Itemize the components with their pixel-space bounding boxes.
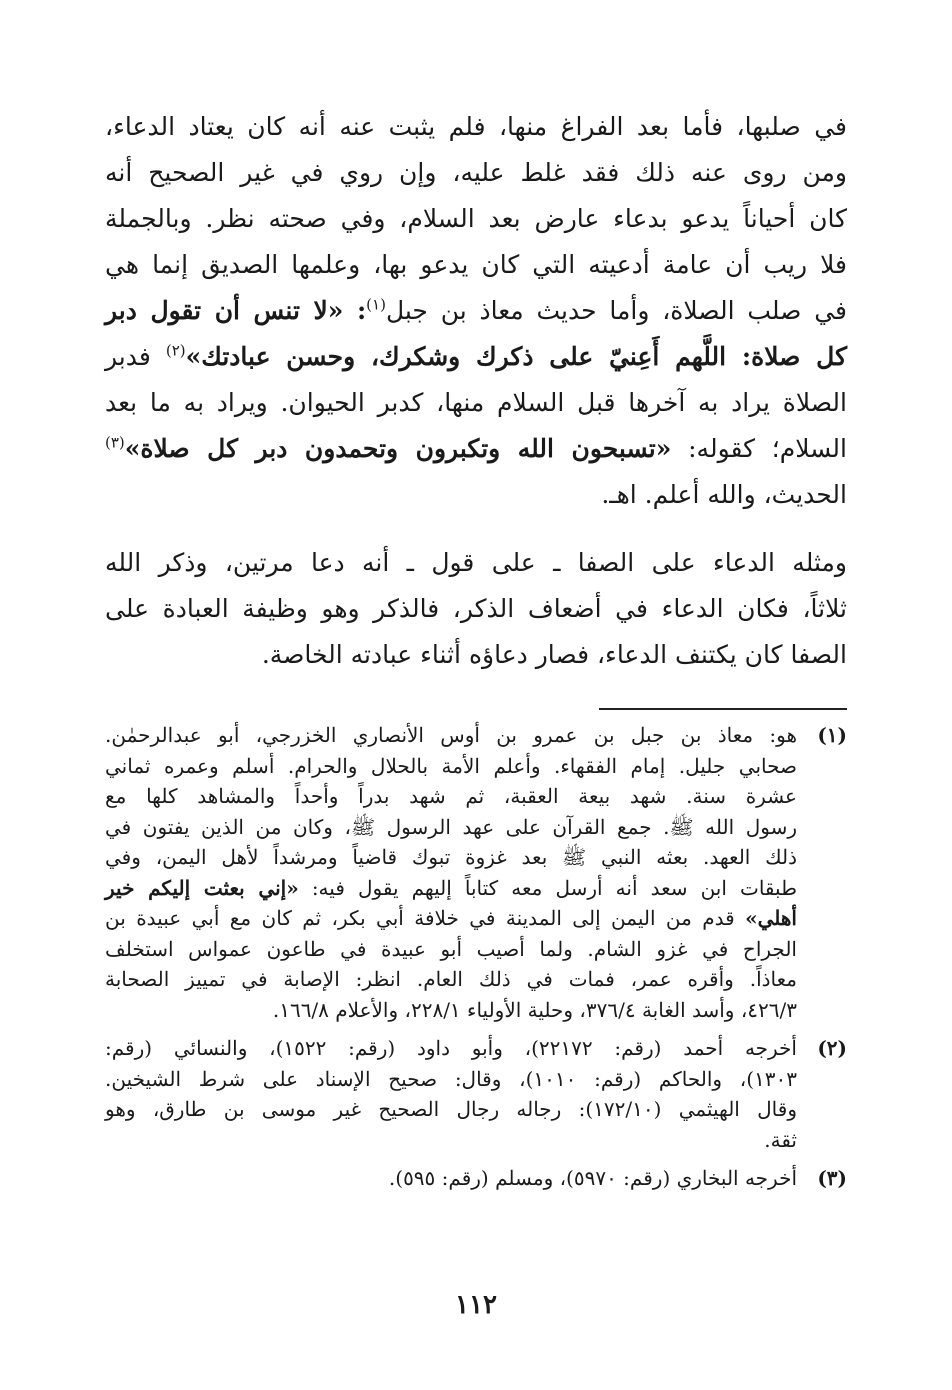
text-line [105,288,847,334]
footnote-line: أخرجه البخاري (رقم: ٥٩٧٠)، ومسلم (رقم: ٥٩٥). [388,1166,797,1190]
hadith-quote: «إني بعثت إليكم خير [105,875,299,900]
text-line: الحديث، والله أعلم. اهـ. [601,480,847,509]
footnote-line: الجراح في غزو الشام. ولما أصيب أبو عبيدة في طاعون عمواس استخلف [105,936,797,961]
footnote-line [105,903,797,934]
footnote-line: وقال الهيثمي (١٧٢/١٠): رجاله رجال الصحيح غير موسى بن طارق، وهو [105,1097,797,1121]
footnote-number: (٢) [817,1036,847,1060]
footnote-line: عشرة سنة. شهد بيعة العقبة، ثم شهد بدراً وأحداً والمشاهد كلها مع [105,784,797,808]
hadith-quote: : «لا تنس أن تقول دبر [105,296,367,325]
footnote-line: رسول الله ﷺ. جمع القرآن على عهد الرسول ﷺ، وكان من الذين يفتون في [105,814,797,839]
text-line [105,334,847,380]
footnote-ref-3[interactable]: (٣) [105,433,125,452]
footnote-1 [105,720,847,1025]
footnote-line: ثقة. [764,1127,797,1152]
footnote-divider [599,708,847,710]
footnote-2 [105,1033,847,1155]
footnote-number: (١) [817,723,847,747]
hadith-quote: أهلي» [745,906,797,930]
footnote-line: ١٣٠٣)، والحاكم (رقم: ١٠١٠)، وقال: صحيح الإسناد على شرط الشيخين. [105,1066,797,1091]
text-segment: طبقات ابن سعد أنه أرسل معه كتاباً إليهم يقول فيه: [298,875,798,900]
paragraph-1 [105,104,847,518]
footnote-ref-1[interactable]: (١) [366,295,386,314]
footnote-line [105,873,797,904]
text-segment: قدم من اليمن إلى المدينة في خلافة أبي بكر، ثم كان مع أبي عبيدة بن [105,906,746,930]
hadith-quote: كل صلاة: اللَّهم أَعِنيّ على ذكرك وشكرك، وحسن عبادتك» [185,342,847,371]
text-line: ومن روى عنه ذلك فقد غلط عليه، وإن روي في غير الصحيح أنه [105,158,847,187]
text-line: ثلاثاً، فكان الدعاء في أضعاف الذكر، فالذكر وهو وظيفة العبادة على [105,594,847,623]
footnote-number: (٣) [817,1166,847,1190]
text-segment: في صلب الصلاة، وأما حديث معاذ بن جبل [385,296,847,325]
footnote-line: معاذاً. وأقره عمر، فمات في ذلك العام. انظر: الإصابة في تمييز الصحابة [105,967,797,991]
text-line: في صلبها، فأما بعد الفراغ منها، فلم يثبت عنه أنه كان يعتاد الدعاء، [105,112,847,141]
footnote-line: ذلك العهد. بعثه النبي ﷺ بعد غزوة تبوك قاضياً ومرشداً لأهل اليمن، وفي [105,845,797,869]
text-line [105,426,847,472]
text-segment: السلام؛ كقوله: [671,434,847,463]
text-line: ومثله الدعاء على الصفا ـ على قول ـ أنه دعا مرتين، وذكر الله [105,548,847,577]
paragraph-2 [105,540,847,678]
footnote-ref-2[interactable]: (٢) [165,341,186,360]
hadith-quote: «تسبحون الله وتكبرون وتحمدون دبر كل صلاة» [124,434,672,463]
text-segment: فدبر [105,342,166,371]
footnotes-section [105,720,847,1202]
footnote-line: صحابي جليل. إمام الفقهاء. وأعلم الأمة بالحلال والحرام. أسلم وعمره ثماني [105,753,797,778]
text-line: الصلاة يراد به آخرها قبل السلام منها، كدبر الحيوان. ويراد به ما بعد [105,388,847,417]
text-line: كان أحياناً يدعو بدعاء عارض بعد السلام، وفي صحته نظر. وبالجملة [105,204,847,233]
text-line: الصفا كان يكتنف الدعاء، فصار دعاؤه أثناء عبادته الخاصة. [261,640,847,669]
footnote-line: هو: معاذ بن جبل بن عمرو بن أوس الأنصاري الخزرجي، أبو عبدالرحمٰن. [105,723,797,747]
page-number: ١١٢ [455,1290,497,1320]
footnote-line: ٤٢٦/٣، وأسد الغابة ٣٧٦/٤، وحلية الأولياء ٢٢٨/١، والأعلام ١٦٦/٨. [272,997,797,1022]
text-line: فلا ريب أن عامة أدعيته التي كان يدعو بها، وعلمها الصديق إنما هي [105,250,847,279]
footnote-3 [105,1163,847,1194]
footnote-line: أخرجه أحمد (رقم: ٢٢١٧٢)، وأبو داود (رقم: ١٥٢٢)، والنسائي (رقم: [105,1036,797,1060]
